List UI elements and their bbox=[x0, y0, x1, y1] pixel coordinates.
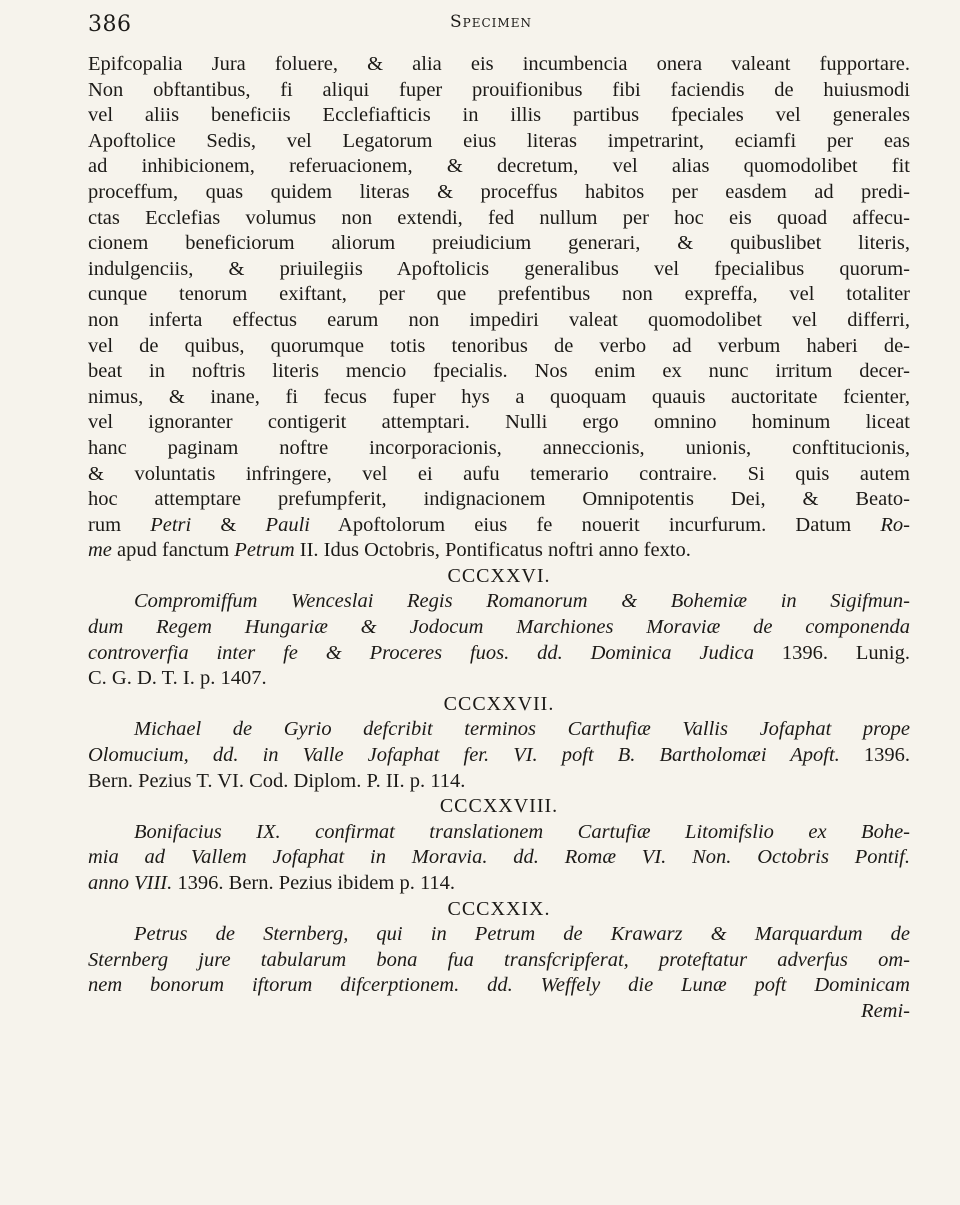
text-line: beat in noftris literis mencio fpecialis. Nos enim ex nunc irritum decer- bbox=[88, 360, 910, 383]
text-line bbox=[88, 538, 910, 564]
italic-name: Petri bbox=[150, 513, 192, 536]
text-line: hoc attemptare prefumpferit, indignacionem Omnipotentis Dei, & Beato- bbox=[88, 488, 910, 511]
entry-text-line: dum Regem Hungariæ & Jodocum Marchiones Moraviæ de componenda bbox=[88, 616, 910, 639]
entry-text-line: nem bonorum iftorum difcerptionem. dd. Weffely die Lunæ poft Dominicam bbox=[88, 974, 910, 997]
text-line: hanc paginam noftre incorporacionis, anneccionis, unionis, conftitucionis, bbox=[88, 436, 910, 459]
italic-name: Ro- bbox=[880, 513, 910, 536]
entry-text-line: Sternberg jure tabularum bona fua transfcripferat, proteftatur adverfus om- bbox=[88, 948, 910, 971]
text-line: cunque tenorum exiftant, per que prefentibus non expreffa, vel totaliter bbox=[88, 283, 910, 306]
running-head: Specimen bbox=[450, 12, 532, 32]
italic-name: Pauli bbox=[265, 513, 310, 536]
text-fragment: 1396. Lunig. bbox=[754, 641, 910, 664]
page-header bbox=[0, 10, 960, 40]
entry-text-line: Michael de Gyrio defcribit terminos Carthufiæ Vallis Jofaphat prope bbox=[134, 718, 910, 741]
entry-text-line bbox=[88, 743, 910, 769]
text-line: indulgenciis, & priuilegiis Apoftolicis generalibus vel fpecialibus quorum- bbox=[88, 257, 910, 280]
text-line: nimus, & inane, fi fecus fuper hys a quoquam quauis auctoritate fcienter, bbox=[88, 385, 910, 408]
text-line: ctas Ecclefias volumus non extendi, fed nullum per hoc eis quoad affecu- bbox=[88, 206, 910, 229]
page-number: 386 bbox=[88, 12, 132, 37]
text-fragment: 1396. bbox=[839, 744, 910, 767]
entry-numeral: CCCXXIX. bbox=[447, 897, 551, 920]
italic-fragment: Olomucium, dd. in Valle Jofaphat fer. VI. poft B. Bartholomæi Apoft. bbox=[88, 744, 840, 767]
text-line: cionem beneficiorum aliorum preiudicium generari, & quibuslibet literis, bbox=[88, 232, 910, 255]
entry-citation: C. G. D. T. I. p. 1407. bbox=[88, 667, 267, 690]
text-fragment: apud fanctum bbox=[111, 539, 235, 562]
text-line: Apoftolice Sedis, vel Legatorum eius literas impetrarint, eciamfi per eas bbox=[88, 129, 910, 152]
catchword: Remi- bbox=[861, 999, 910, 1022]
text-fragment: II. Idus Octobris, Pontificatus noftri anno fexto. bbox=[294, 539, 691, 562]
entry-text-line bbox=[88, 641, 910, 667]
entry-text-line: mia ad Vallem Jofaphat in Moravia. dd. Romæ VI. Non. Octobris Pontif. bbox=[88, 846, 910, 869]
text-line: & voluntatis infringere, vel ei aufu temerario contraire. Si quis autem bbox=[88, 462, 910, 485]
italic-name: me bbox=[88, 539, 112, 562]
entry-numeral: CCCXXVIII. bbox=[439, 795, 559, 818]
entry-cccxxvii bbox=[88, 692, 910, 794]
entry-text-line: Bonifacius IX. confirmat translationem Cartufiæ Litomifslio ex Bohe- bbox=[134, 820, 910, 843]
entry-numeral: CCCXXVII. bbox=[443, 692, 555, 715]
text-line: vel ignoranter contigerit attemptari. Nulli ergo omnino hominum liceat bbox=[88, 411, 910, 434]
text-fragment: 1396. Bern. Pezius ibidem p. 114. bbox=[172, 872, 456, 894]
entry-text-line: Petrus de Sternberg, qui in Petrum de Krawarz & Marquardum de bbox=[134, 923, 910, 946]
italic-name: Petrum bbox=[234, 539, 295, 562]
text-fragment: rum bbox=[88, 513, 151, 536]
text-fragment: Apoftolorum eius fe nouerit incurfurum. Datum bbox=[309, 513, 881, 536]
entry-cccxxvi bbox=[88, 564, 910, 692]
text-fragment: & bbox=[191, 513, 266, 536]
body-text bbox=[88, 52, 910, 1025]
intro-paragraph bbox=[88, 52, 910, 564]
entry-citation: Bern. Pezius T. VI. Cod. Diplom. P. II. p. 114. bbox=[88, 769, 466, 792]
entry-text-line: Compromiffum Wenceslai Regis Romanorum & Bohemiæ in Sigifmun- bbox=[134, 590, 910, 613]
entry-numeral: CCCXXVI. bbox=[447, 564, 551, 587]
italic-fragment: controverfia inter fe & Proceres fuos. dd. Dominica Judica bbox=[88, 641, 755, 664]
entry-cccxxviii bbox=[88, 794, 910, 896]
text-line: ad inhibicionem, referuacionem, & decretum, vel alias quomodolibet fit bbox=[88, 155, 910, 178]
text-line: vel aliis beneficiis Ecclefiafticis in illis partibus fpeciales vel generales bbox=[88, 104, 910, 127]
text-line bbox=[88, 513, 910, 539]
entry-text-line bbox=[88, 871, 910, 897]
text-line: vel de quibus, quorumque totis tenoribus de verbo ad verbum haberi de- bbox=[88, 334, 910, 357]
entry-cccxxix bbox=[88, 897, 910, 1025]
text-line: proceffum, quas quidem literas & proceffus habitos per easdem ad predi- bbox=[88, 180, 910, 203]
text-line: Epifcopalia Jura foluere, & alia eis incumbencia onera valeant fupportare. bbox=[88, 53, 910, 75]
text-line: Non obftantibus, fi aliqui fuper prouifionibus fibi faciendis de huiusmodi bbox=[88, 78, 910, 101]
italic-fragment: anno VIII. bbox=[88, 872, 173, 894]
text-line: non inferta effectus earum non impediri valeat quomodolibet vel differri, bbox=[88, 308, 910, 331]
